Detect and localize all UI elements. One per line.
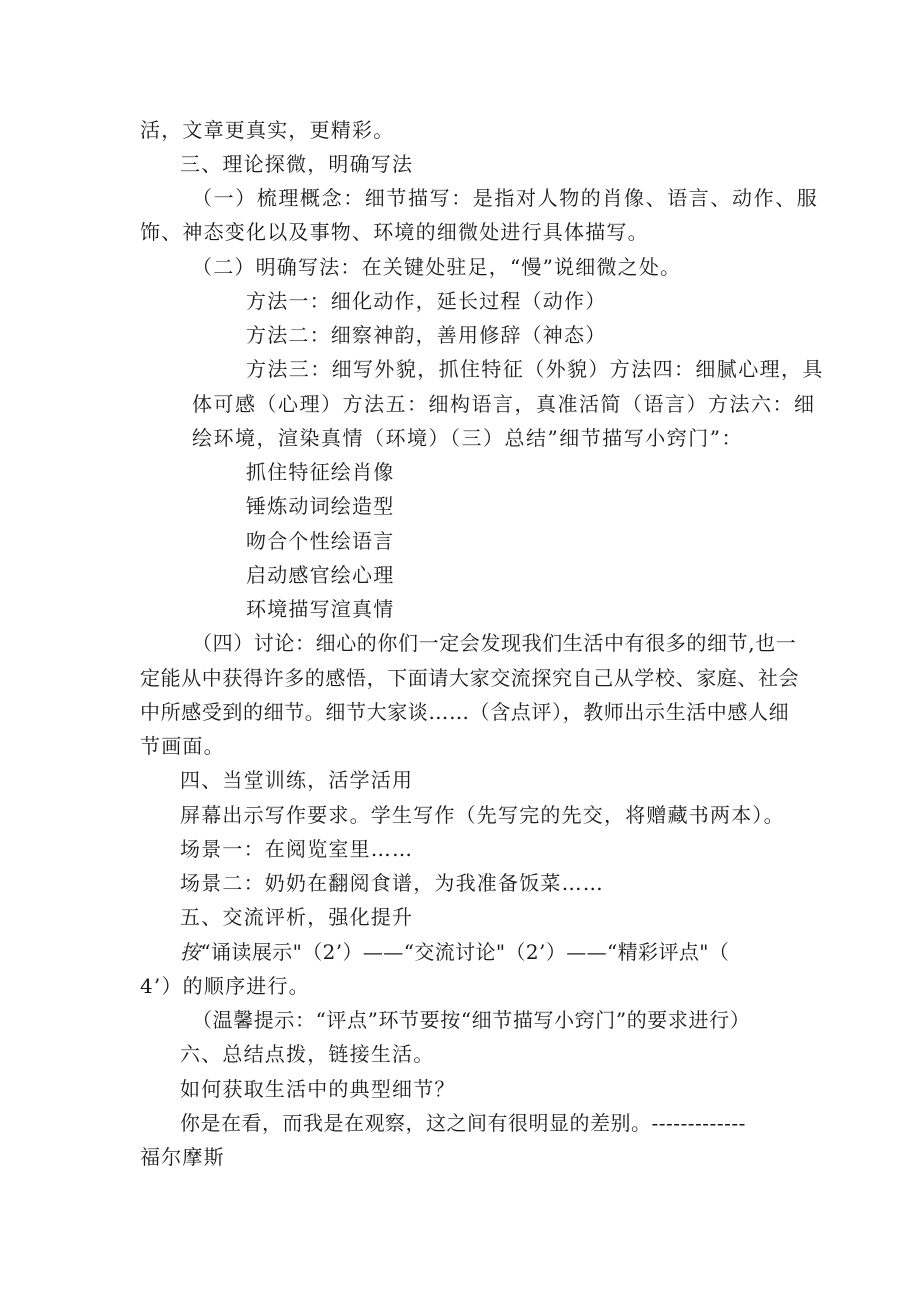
text-line (180, 940, 729, 964)
text-line: 定能从中获得许多的感悟，下面请大家交流探究自己从学校、家庭、社会 (140, 666, 800, 690)
section-heading: 六、总结点拨，链接生活。 (180, 1042, 435, 1066)
text-line: 体可感（心理）方法五：细构语言，真准活简（语言）方法六：细 (192, 392, 816, 416)
list-item: 方法二：细察神韵，善用修辞（神态） (246, 323, 607, 347)
quote-author: 福尔摩斯 (140, 1145, 225, 1169)
text-line-lead: 按 (180, 940, 201, 964)
text-line: 4’）的顺序进行。 (140, 974, 310, 998)
text-line: （温馨提示：“评点”环节要按“细节描写小窍门”的要求进行） (192, 1008, 751, 1032)
text-line: （一）梳理概念：细节描写：是指对人物的肖像、语言、动作、服 (192, 186, 819, 210)
text-line: 中所感受到的细节。细节大家谈……（含点评），教师出示生活中感人细 (140, 700, 790, 724)
quote-line: 你是在看，而我是在观察，这之间有很明显的差别。------------- (180, 1111, 746, 1135)
text-line: 活，文章更真实，更精彩。 (140, 118, 395, 142)
text-line: 场景一：在阅览室里…… (180, 837, 414, 861)
text-line: 绘环境，渲染真情（环境）（三）总结”细节描写小窍门”： (192, 426, 743, 450)
list-item: 启动感官绘心理 (246, 563, 395, 587)
text-line: 节画面。 (140, 734, 225, 758)
list-item: 吻合个性绘语言 (246, 529, 395, 553)
text-line: （二）明确写法：在关键处驻足，“慢”说细微之处。 (192, 255, 682, 279)
section-heading: 五、交流评析，强化提升 (180, 905, 414, 929)
text-line: 饰、神态变化以及事物、环境的细微处进行具体描写。 (140, 220, 649, 244)
text-line: 方法三：细写外貌，抓住特征（外貌）方法四：细腻心理，具 (246, 357, 824, 381)
text-line: 如何获取生活中的典型细节？ (180, 1077, 456, 1101)
list-item: 抓住特征绘肖像 (246, 460, 395, 484)
list-item: 方法一：细化动作，延长过程（动作） (246, 289, 607, 313)
text-line: （四）讨论：细心的你们一定会发现我们生活中有很多的细节,也一 (192, 631, 797, 655)
section-heading: 四、当堂训练，活学活用 (180, 768, 414, 792)
list-item: 环境描写渲真情 (246, 597, 395, 621)
text-line: 屏幕出示写作要求。学生写作（先写完的先交，将赠藏书两本）。 (180, 803, 785, 827)
text-line: 场景二：奶奶在翻阅食谱，为我准备饭菜…… (180, 871, 604, 895)
section-heading: 三、理论探微，明确写法 (180, 152, 414, 176)
text-line-rest: “诵读展示"（2’）——“交流讨论"（2’）——“精彩评点"（ (200, 940, 730, 964)
list-item: 锤炼动词绘造型 (246, 494, 395, 518)
